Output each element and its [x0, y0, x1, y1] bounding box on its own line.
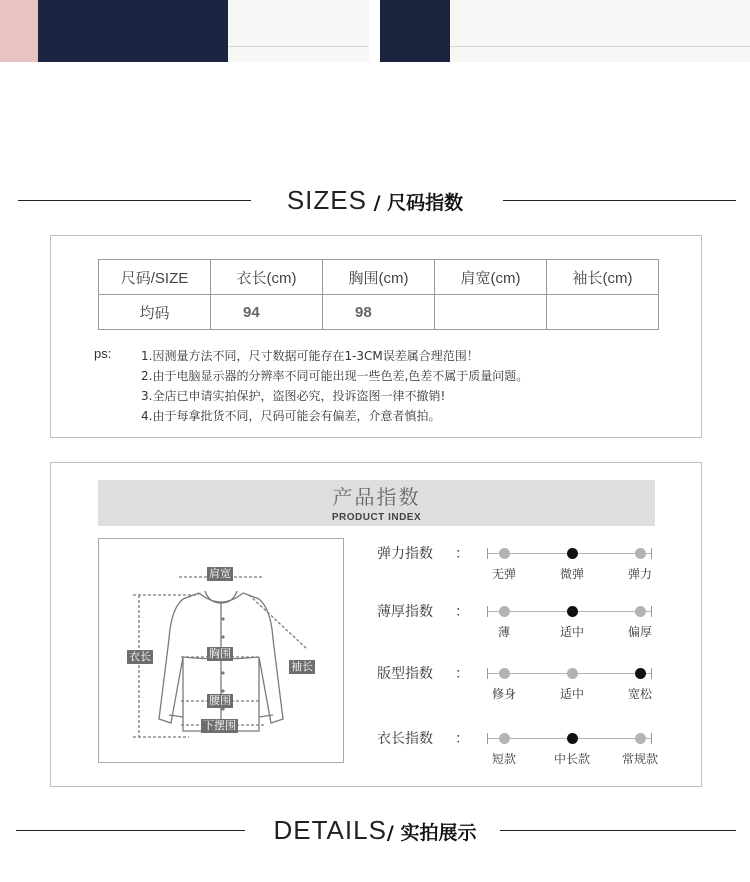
index-dot — [499, 733, 510, 744]
index-scale-tick — [487, 548, 488, 559]
index-row-colon: ： — [455, 666, 469, 682]
index-row-label: 版型指数 — [377, 666, 433, 682]
index-option-label: 中长款 — [553, 752, 590, 766]
index-option-label: 微弹 — [559, 567, 584, 581]
index-option-label: 修身 — [491, 687, 516, 701]
size-table-header-row — [99, 260, 659, 295]
diagram-label-sleeve: 袖长 — [291, 660, 313, 673]
size-chart-panel — [50, 235, 702, 438]
elasticity-index-row — [377, 545, 677, 585]
index-option-label: 适中 — [559, 687, 584, 701]
sizes-heading — [0, 180, 750, 220]
index-scale-tick — [651, 548, 652, 559]
product-index-banner — [98, 480, 655, 526]
index-dot — [635, 733, 646, 744]
index-dot — [567, 668, 578, 679]
diagram-label-hem: 下摆围 — [203, 719, 236, 732]
index-option-label: 短款 — [491, 752, 516, 766]
index-option-label: 无弹 — [491, 567, 516, 581]
index-dot — [635, 606, 646, 617]
details-heading-separator: / — [386, 822, 401, 844]
index-row-colon: ： — [455, 604, 469, 620]
size-table-header: 尺码/SIZE — [99, 260, 211, 295]
notes-list — [141, 346, 528, 426]
diagram-label-chest: 胸围 — [209, 647, 231, 660]
product-photo-strip — [0, 0, 750, 62]
sizes-heading-separator: / — [366, 192, 388, 214]
index-option-label: 弹力 — [627, 567, 652, 581]
length-index-row — [377, 730, 677, 770]
index-scale-tick — [651, 606, 652, 617]
note-item: 1.因测量方法不同，尺寸数据可能存在1-3CM误差属合理范围！ — [141, 349, 479, 363]
index-dot — [499, 606, 510, 617]
garment-measurement-diagram — [98, 538, 344, 763]
note-item: 3.全店已申请实拍保护，盗图必究，投诉盗图一律不撤销! — [141, 389, 446, 403]
size-table-header: 胸围(cm) — [323, 260, 435, 295]
index-option-label: 偏厚 — [627, 625, 652, 639]
product-photo-left — [0, 0, 369, 62]
size-table-header: 衣长(cm) — [211, 260, 323, 295]
sizes-heading-zh: 尺码指数 — [387, 192, 464, 214]
diagram-label-shoulder: 肩宽 — [209, 567, 231, 580]
index-option-label: 常规款 — [621, 752, 658, 766]
index-row-colon: ： — [455, 731, 469, 747]
index-option-label: 薄 — [497, 625, 510, 639]
size-table-cell — [435, 295, 547, 330]
index-row-colon: ： — [455, 546, 469, 562]
thickness-index-row — [377, 603, 677, 643]
note-item: 4.由于每拿批货不同，尺码可能会有偏差，介意者慎拍。 — [141, 409, 441, 423]
index-row-label: 薄厚指数 — [377, 604, 433, 620]
index-dot — [499, 548, 510, 559]
product-photo-right — [380, 0, 750, 62]
product-index-title-zh: 产品指数 — [332, 485, 421, 509]
index-option-label: 适中 — [559, 625, 584, 639]
index-dot-selected — [567, 548, 578, 559]
index-dot-selected — [567, 606, 578, 617]
size-table-header: 肩宽(cm) — [435, 260, 547, 295]
index-option-label: 宽松 — [627, 687, 652, 701]
index-scale-tick — [651, 668, 652, 679]
index-row-label: 弹力指数 — [377, 546, 433, 562]
diagram-label-waist: 腰围 — [209, 694, 231, 707]
details-heading-zh: 实拍展示 — [400, 822, 477, 844]
sizes-heading-en: SIZES — [286, 185, 367, 215]
size-table-cell — [547, 295, 659, 330]
fit-index-row — [377, 665, 677, 705]
note-item: 2.由于电脑显示器的分辨率不同可能出现一些色差,色差不属于质量问题。 — [141, 369, 529, 383]
product-index-panel — [50, 462, 702, 787]
size-table-header: 袖长(cm) — [547, 260, 659, 295]
index-row-label: 衣长指数 — [377, 731, 433, 747]
notes-ps-label: ps: — [94, 346, 112, 361]
index-dot — [635, 548, 646, 559]
index-scale-tick — [487, 733, 488, 744]
index-dot-selected — [635, 668, 646, 679]
size-table-row — [99, 295, 659, 330]
size-table-cell: 98 — [323, 295, 435, 330]
size-table-cell: 94 — [211, 295, 323, 330]
product-index-title-en: PRODUCT INDEX — [331, 512, 422, 523]
index-scale-tick — [487, 668, 488, 679]
size-table — [98, 259, 659, 330]
index-dot-selected — [567, 733, 578, 744]
details-heading-en: DETAILS — [273, 815, 387, 845]
details-heading — [0, 810, 750, 850]
index-scale-tick — [651, 733, 652, 744]
index-scale-tick — [487, 606, 488, 617]
index-dot — [499, 668, 510, 679]
size-table-cell: 均码 — [99, 295, 211, 330]
diagram-label-length: 衣长 — [129, 650, 151, 663]
